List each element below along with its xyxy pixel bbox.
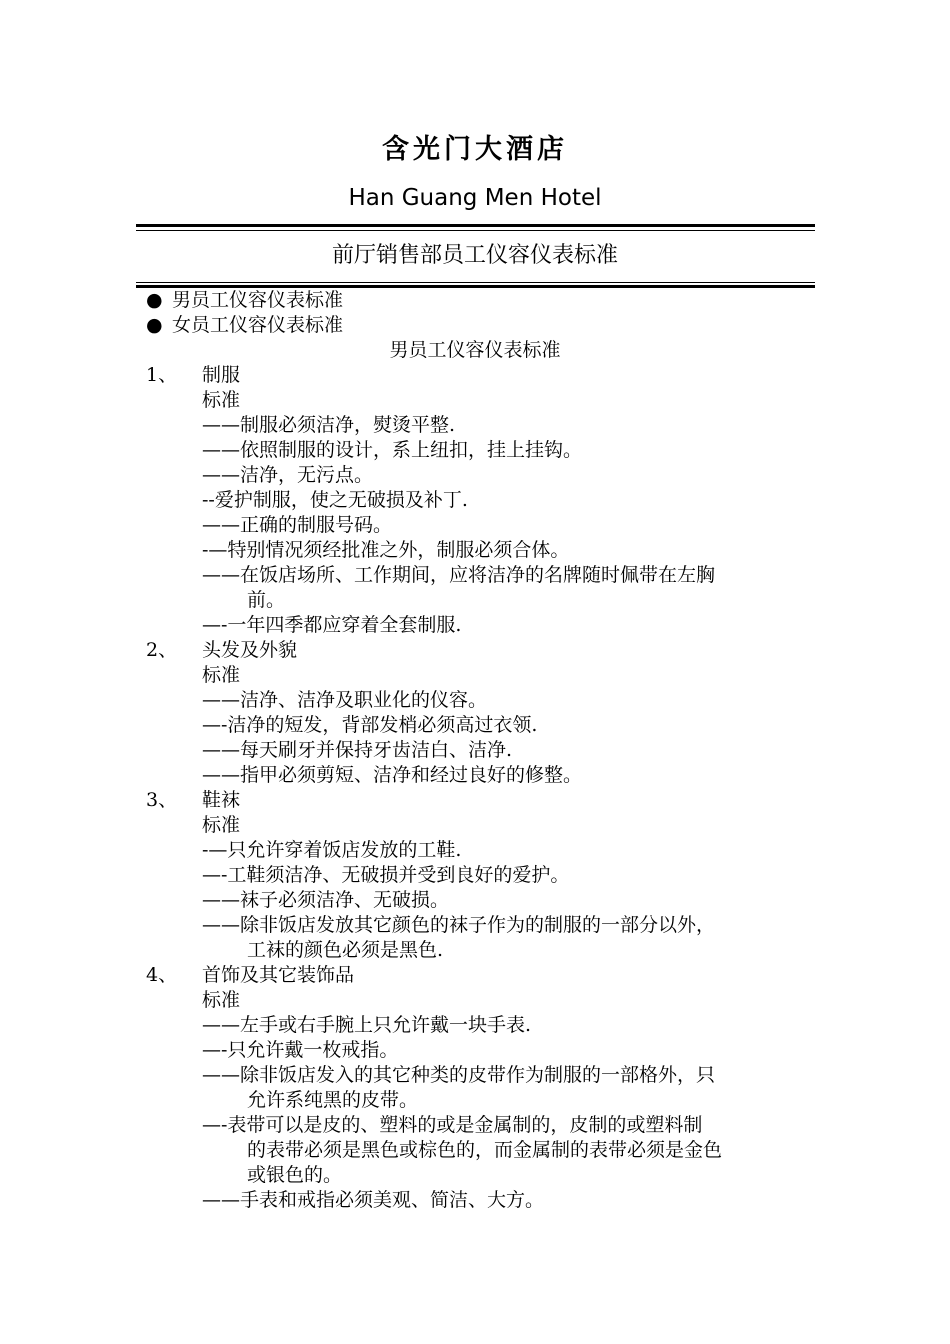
standard-item: ——在饭店场所、工作期间，应将洁净的名牌随时佩带在左胸	[202, 564, 716, 586]
standard-label: 标准	[202, 664, 241, 686]
section-heading	[0, 963, 950, 988]
section-title: 男员工仪容仪表标准	[389, 339, 561, 361]
section-heading-text: 制服	[202, 364, 241, 386]
standard-item: -—特别情况须经批准之外，制服必须合体。	[202, 539, 570, 561]
standard-item: —-工鞋须洁净、无破损并受到良好的爱护。	[202, 864, 570, 886]
standard-item: ——洁净，无污点。	[202, 464, 374, 486]
toc-item	[0, 313, 950, 338]
standard-item: ——制服必须洁净，熨烫平整.	[202, 414, 456, 436]
header-divider-thin	[136, 230, 815, 231]
standard-label: 标准	[202, 389, 241, 411]
document-body	[0, 288, 950, 1213]
section-heading	[0, 638, 950, 663]
section-number: 3、	[146, 789, 178, 811]
standard-item-continued: 工袜的颜色必须是黑色.	[247, 939, 444, 961]
section-heading	[0, 363, 950, 388]
standard-item: -—只允许穿着饭店发放的工鞋.	[202, 839, 462, 861]
standard-item-continued: 或银色的。	[247, 1164, 343, 1186]
header-divider-thick	[136, 224, 815, 227]
standard-item: ——指甲必须剪短、洁净和经过良好的修整。	[202, 764, 583, 786]
standard-item: —-表带可以是皮的、塑料的或是金属制的，皮制的或塑料制	[202, 1114, 703, 1136]
hotel-name-english: Han Guang Men Hotel	[348, 185, 602, 211]
standard-item: ——左手或右手腕上只允许戴一块手表.	[202, 1014, 532, 1036]
toc-item-label: 女员工仪容仪表标准	[172, 314, 344, 336]
standard-item: ——袜子必须洁净、无破损。	[202, 889, 450, 911]
title-divider-thin	[136, 282, 815, 283]
standard-item: —-只允许戴一枚戒指。	[202, 1039, 399, 1061]
section-number: 2、	[146, 639, 178, 661]
standard-item: ——正确的制服号码。	[202, 514, 393, 536]
standard-item-continued: 的表带必须是黑色或棕色的，而金属制的表带必须是金色	[247, 1139, 723, 1161]
standard-item-continued: 允许系纯黑的皮带。	[247, 1089, 419, 1111]
hotel-name-chinese: 含光门大酒店	[382, 134, 568, 165]
standard-label: 标准	[202, 814, 241, 836]
standard-item: ——依照制服的设计，系上纽扣，挂上挂钩。	[202, 439, 583, 461]
section-heading-text: 首饰及其它装饰品	[202, 964, 355, 986]
section-heading-text: 头发及外貌	[202, 639, 298, 661]
standard-item-continued: 前。	[247, 589, 286, 611]
bullet-icon: ●	[146, 289, 163, 311]
standard-item: ——除非饭店发入的其它种类的皮带作为制服的一部格外，只	[202, 1064, 716, 1086]
document-title: 前厅销售部员工仪容仪表标准	[331, 243, 618, 268]
standard-item: ——除非饭店发放其它颜色的袜子作为的制服的一部分以外，	[202, 914, 716, 936]
section-heading-text: 鞋袜	[202, 789, 241, 811]
toc-item	[0, 288, 950, 313]
standard-item: --爱护制服，使之无破损及补丁.	[202, 489, 468, 511]
standard-label: 标准	[202, 989, 241, 1011]
section-number: 4、	[146, 964, 178, 986]
section-heading	[0, 788, 950, 813]
standard-item: ——手表和戒指必须美观、简洁、大方。	[202, 1189, 545, 1211]
toc-item-label: 男员工仪容仪表标准	[172, 289, 344, 311]
bullet-icon: ●	[146, 314, 163, 336]
standard-item: ——每天刷牙并保持牙齿洁白、洁净.	[202, 739, 513, 761]
standard-item: ——洁净、洁净及职业化的仪容。	[202, 689, 488, 711]
standard-item: —-一年四季都应穿着全套制服.	[202, 614, 462, 636]
section-number: 1、	[146, 364, 178, 386]
standard-item: —-洁净的短发，背部发梢必须高过衣领.	[202, 714, 538, 736]
